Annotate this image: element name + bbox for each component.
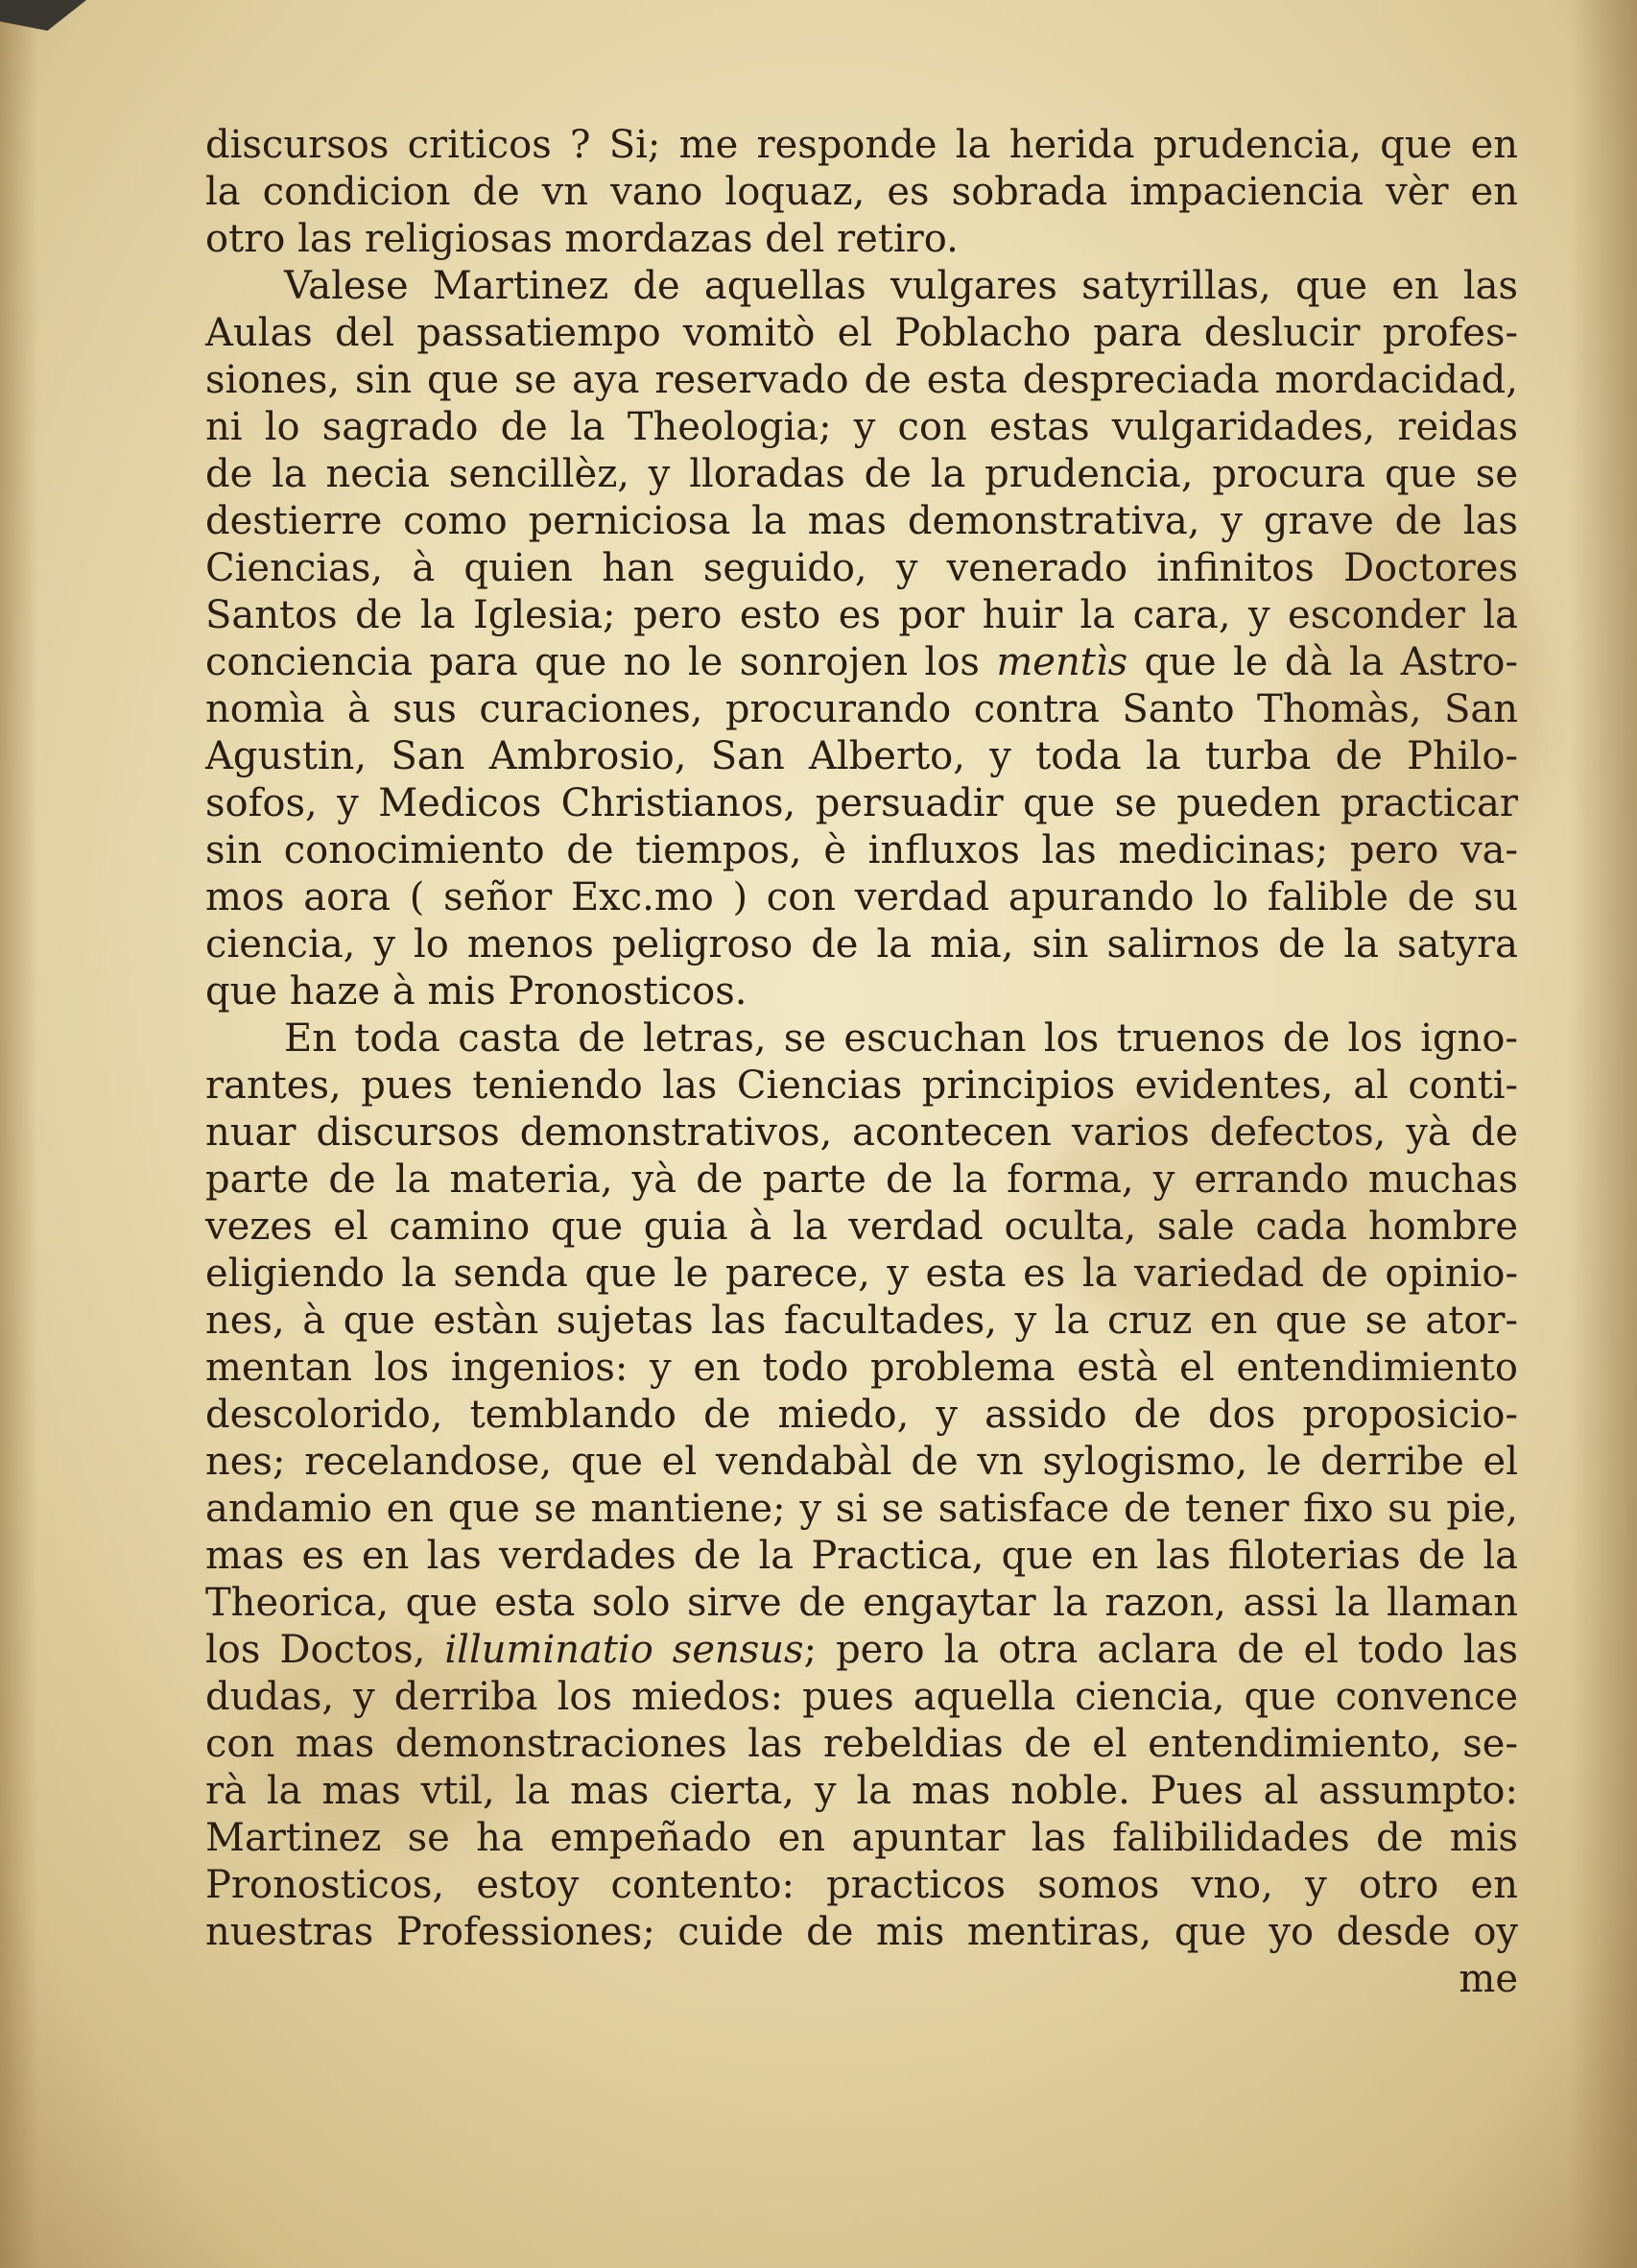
text-line: Aulas del passatiempo vomitò el Poblacho para deslucir profes- (205, 311, 1518, 355)
text-line: la condicion de vn vano loquaz, es sobrada impaciencia vèr en (205, 170, 1518, 214)
text-line: Ciencias, à quien han seguido, y venerado infinitos Doctores (205, 546, 1518, 590)
catchword: me (1459, 1957, 1518, 2001)
text-line: eligiendo la senda que le parece, y esta es la variedad de opinio- (205, 1252, 1518, 1296)
page-edge-shadow-right (1570, 0, 1637, 2268)
italic-phrase: mentìs (996, 640, 1128, 684)
text-line: Martinez se ha empeñado en apuntar las falibilidades de mis (205, 1816, 1518, 1860)
text-line: discursos criticos ? Si; me responde la herida prudencia, que en (205, 123, 1518, 167)
text-line: rantes, pues teniendo las Ciencias principios evidentes, al conti- (205, 1063, 1518, 1108)
text-line: sin conocimiento de tiempos, è influxos las medicinas; pero va- (205, 828, 1518, 872)
page-edge-shadow-left (0, 0, 38, 2268)
text-line: conciencia para que no le sonrojen los mentìs que le dà la Astro- (205, 640, 1518, 684)
text-line: rà la mas vtil, la mas cierta, y la mas noble. Pues al assumpto: (205, 1769, 1518, 1813)
text-line: nes; recelandose, que el vendabàl de vn sylogismo, le derribe el (205, 1440, 1518, 1484)
text-line: mentan los ingenios: y en todo problema està el entendimiento (205, 1346, 1518, 1390)
text-line: Pronosticos, estoy contento: practicos somos vno, y otro en (205, 1863, 1518, 1907)
text-line: nuar discursos demonstrativos, acontecen varios defectos, yà de (205, 1110, 1518, 1155)
text-line: los Doctos, illuminatio sensus; pero la otra aclara de el todo las (205, 1628, 1518, 1672)
text-line: mas es en las verdades de la Practica, que en las filoterias de la (205, 1534, 1518, 1578)
text-line: destierre como perniciosa la mas demonstrativa, y grave de las (205, 499, 1518, 543)
italic-phrase: illuminatio sensus (444, 1628, 804, 1672)
text-line: sofos, y Medicos Christianos, persuadir que se pueden practicar (205, 781, 1518, 825)
text-line: nuestras Professiones; cuide de mis mentiras, que yo desde oy (205, 1910, 1518, 1954)
body-text (205, 122, 1518, 2003)
text-line: mos aora ( señor Exc.mo ) con verdad apurando lo falible de su (205, 875, 1518, 919)
text-line: descolorido, temblando de miedo, y assido de dos proposicio- (205, 1393, 1518, 1437)
text-line: siones, sin que se aya reservado de esta despreciada mordacidad, (205, 358, 1518, 402)
text-line: parte de la materia, yà de parte de la forma, y errando muchas (205, 1158, 1518, 1202)
text-line: que haze à mis Pronosticos. (205, 969, 747, 1014)
text-line: ciencia, y lo menos peligroso de la mia, sin salirnos de la satyra (205, 922, 1518, 967)
text-line: Valese Martinez de aquellas vulgares satyrillas, que en las (284, 264, 1518, 308)
text-line: con mas demonstraciones las rebeldias de el entendimiento, se- (205, 1722, 1518, 1766)
text-line: Agustin, San Ambrosio, San Alberto, y toda la turba de Philo- (205, 734, 1518, 778)
text-line: dudas, y derriba los miedos: pues aquella ciencia, que convence (205, 1675, 1518, 1719)
text-line: nes, à que estàn sujetas las facultades, y la cruz en que se ator- (205, 1299, 1518, 1343)
text-line: vezes el camino que guia à la verdad oculta, sale cada hombre (205, 1205, 1518, 1249)
text-line: Theorica, que esta solo sirve de engaytar la razon, assi la llaman (205, 1581, 1518, 1625)
text-line: Santos de la Iglesia; pero esto es por huir la cara, y esconder la (205, 593, 1518, 637)
text-line: otro las religiosas mordazas del retiro. (205, 217, 959, 261)
text-line: ni lo sagrado de la Theologia; y con estas vulgaridades, reidas (205, 405, 1518, 449)
text-line: andamio en que se mantiene; y si se satisface de tener fixo su pie, (205, 1487, 1518, 1531)
text-line: de la necia sencillèz, y lloradas de la prudencia, procura que se (205, 452, 1518, 496)
text-line: En toda casta de letras, se escuchan los truenos de los igno- (284, 1016, 1518, 1061)
text-line: nomìa à sus curaciones, procurando contra Santo Thomàs, San (205, 687, 1518, 731)
